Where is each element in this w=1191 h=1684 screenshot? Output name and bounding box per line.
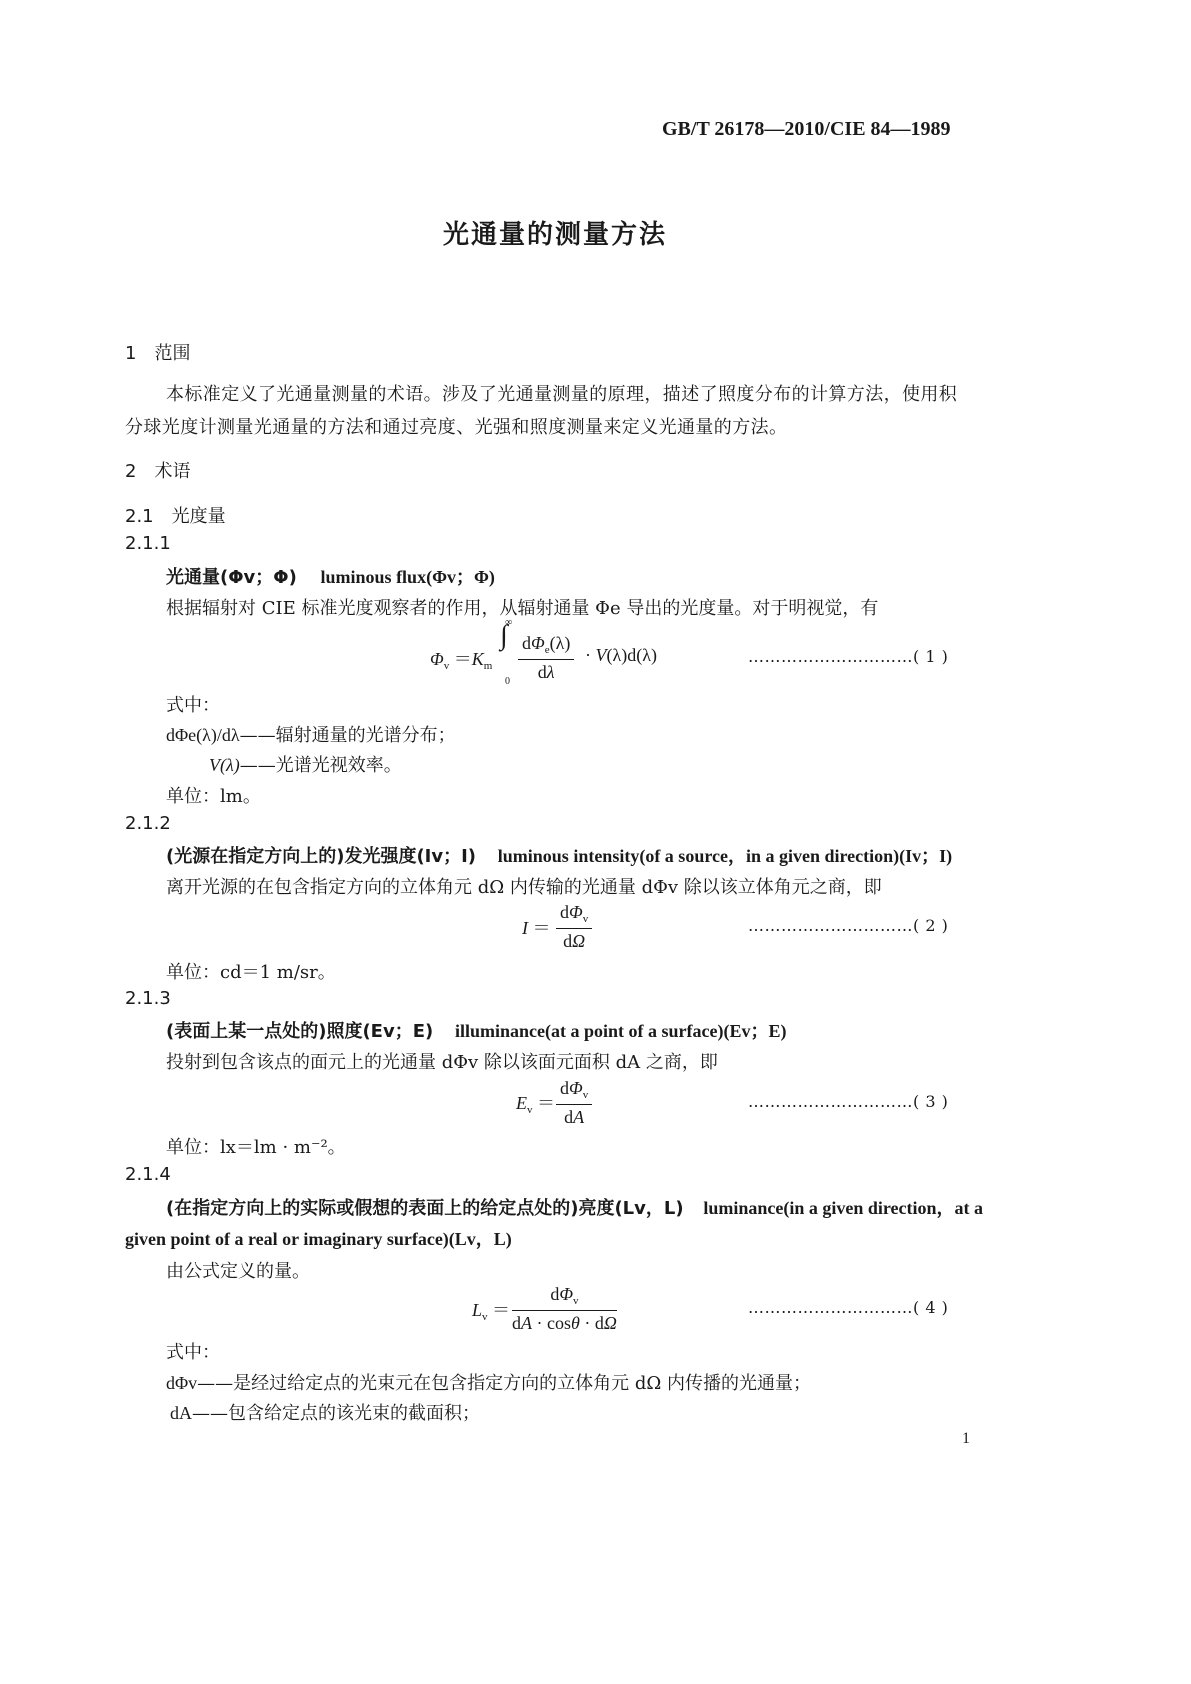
term-2-1-2-cn: (光源在指定方向上的)发光强度(Iv；I) xyxy=(166,846,477,867)
where-1-desc: ——辐射通量的光谱分布； xyxy=(239,725,456,746)
equation-2-number: …………………………( 2 ) xyxy=(748,916,949,935)
equation-4: $L_v$ ＝ xyxy=(472,1300,511,1323)
where-2-desc: ——包含给定点的该光束的截面积； xyxy=(192,1403,480,1424)
term-2-1-4-cn: (在指定方向上的实际或假想的表面上的给定点处的)亮度(Lv，L) xyxy=(166,1198,684,1219)
term-2-1-1-unit: 单位：lm。 xyxy=(166,786,261,807)
section-2-1-heading: 2.1 光度量 xyxy=(125,506,226,527)
document-title: 光通量的测量方法 xyxy=(442,220,667,250)
term-2-1-4-where-1 xyxy=(166,1369,811,1395)
section-2-heading: 2 术语 xyxy=(125,461,191,482)
term-2-1-3-heading xyxy=(166,1017,786,1043)
page-number: 1 xyxy=(962,1430,970,1447)
section-1-heading: 1 范围 xyxy=(125,343,191,364)
where-2-symbol: V(λ) xyxy=(209,755,240,775)
term-2-1-4-number: 2.1.4 xyxy=(125,1164,171,1185)
term-2-1-3-unit: 单位：lx＝lm · m⁻²。 xyxy=(166,1137,346,1158)
section-1-para-line2: 分球光度计测量光通量的方法和通过亮度、光强和照度测量来定义光通量的方法。 xyxy=(125,417,788,438)
integral-sign: ∫ xyxy=(500,620,508,651)
term-2-1-4-heading-line1 xyxy=(166,1194,983,1220)
equation-4-number: …………………………( 4 ) xyxy=(748,1298,949,1317)
equation-3: $E_v$ ＝ xyxy=(516,1093,555,1116)
equation-2-fraction: $d\Phi_v$ dΩ xyxy=(556,902,592,952)
term-2-1-1-cn: 光通量(Φv；Φ) xyxy=(166,567,297,588)
term-2-1-3-definition: 投射到包含该点的面元上的光通量 dΦv 除以该面元面积 dA 之商，即 xyxy=(166,1052,718,1073)
equation-3-number: …………………………( 3 ) xyxy=(748,1092,949,1111)
term-2-1-4-en-line1: luminance(in a given direction，at a xyxy=(703,1198,983,1218)
section-1-para-line1: 本标准定义了光通量测量的术语。涉及了光通量测量的原理，描述了照度分布的计算方法，使用积 xyxy=(166,384,958,405)
where-2-symbol: dA xyxy=(170,1403,192,1423)
where-1-symbol: dΦe(λ)/dλ xyxy=(166,725,240,745)
term-2-1-2-unit: 单位：cd＝1 m/sr。 xyxy=(166,962,336,983)
term-2-1-2-heading xyxy=(166,842,952,868)
term-2-1-1-where-1 xyxy=(166,721,456,747)
where-2-desc: ——光谱光视效率。 xyxy=(239,755,402,776)
equation-2: I ＝ xyxy=(522,918,551,938)
equation-3-fraction: $d\Phi_v$ dA xyxy=(556,1078,592,1128)
equation-1-fraction: $d\Phi_e(\lambda)$ dλ xyxy=(518,633,574,683)
term-2-1-1-en: luminous flux(Φv；Φ) xyxy=(320,567,495,587)
term-2-1-1-where-label: 式中： xyxy=(166,695,220,716)
term-2-1-1-definition: 根据辐射对 CIE 标准光度观察者的作用，从辐射通量 Φe 导出的光度量。对于明视觉，有 xyxy=(166,598,879,619)
term-2-1-2-en: luminous intensity(of a source，in a given direction)(Iv；I) xyxy=(497,846,953,866)
term-2-1-3-cn: (表面上某一点处的)照度(Ev；E) xyxy=(166,1021,434,1042)
term-2-1-3-en: illuminance(at a point of a surface)(Ev；E) xyxy=(454,1021,787,1041)
term-2-1-1-heading xyxy=(166,563,495,589)
equation-1-number: …………………………( 1 ) xyxy=(748,647,949,666)
term-2-1-2-definition: 离开光源的在包含指定方向的立体角元 dΩ 内传输的光通量 dΦv 除以该立体角元之商，即 xyxy=(166,877,882,898)
integral-lower-limit: 0 xyxy=(505,676,510,687)
standard-number: GB/T 26178—2010/CIE 84—1989 xyxy=(662,118,951,140)
equation-4-fraction: $d\Phi_v$ dA · cosθ · dΩ xyxy=(512,1284,617,1333)
term-2-1-4-definition: 由公式定义的量。 xyxy=(166,1261,310,1282)
where-1-symbol: dΦv xyxy=(166,1373,198,1393)
term-2-1-3-number: 2.1.3 xyxy=(125,988,171,1009)
term-2-1-4-en-line2: given point of a real or imaginary surface)(Lv，L) xyxy=(125,1229,512,1249)
equation-1: $\Phi_v =K_m$ xyxy=(430,649,493,672)
term-2-1-1-where-2 xyxy=(209,751,402,777)
where-1-desc: ——是经过给定点的光束元在包含指定方向的立体角元 dΩ 内传播的光通量； xyxy=(197,1373,812,1394)
term-2-1-4-where-2 xyxy=(170,1399,480,1425)
term-2-1-1-number: 2.1.1 xyxy=(125,533,171,554)
term-2-1-2-number: 2.1.2 xyxy=(125,813,171,834)
term-2-1-4-where-label: 式中： xyxy=(166,1342,220,1363)
integral-upper-limit: ∞ xyxy=(505,617,513,628)
equation-1-tail: · V(λ)d(λ) xyxy=(585,645,657,665)
